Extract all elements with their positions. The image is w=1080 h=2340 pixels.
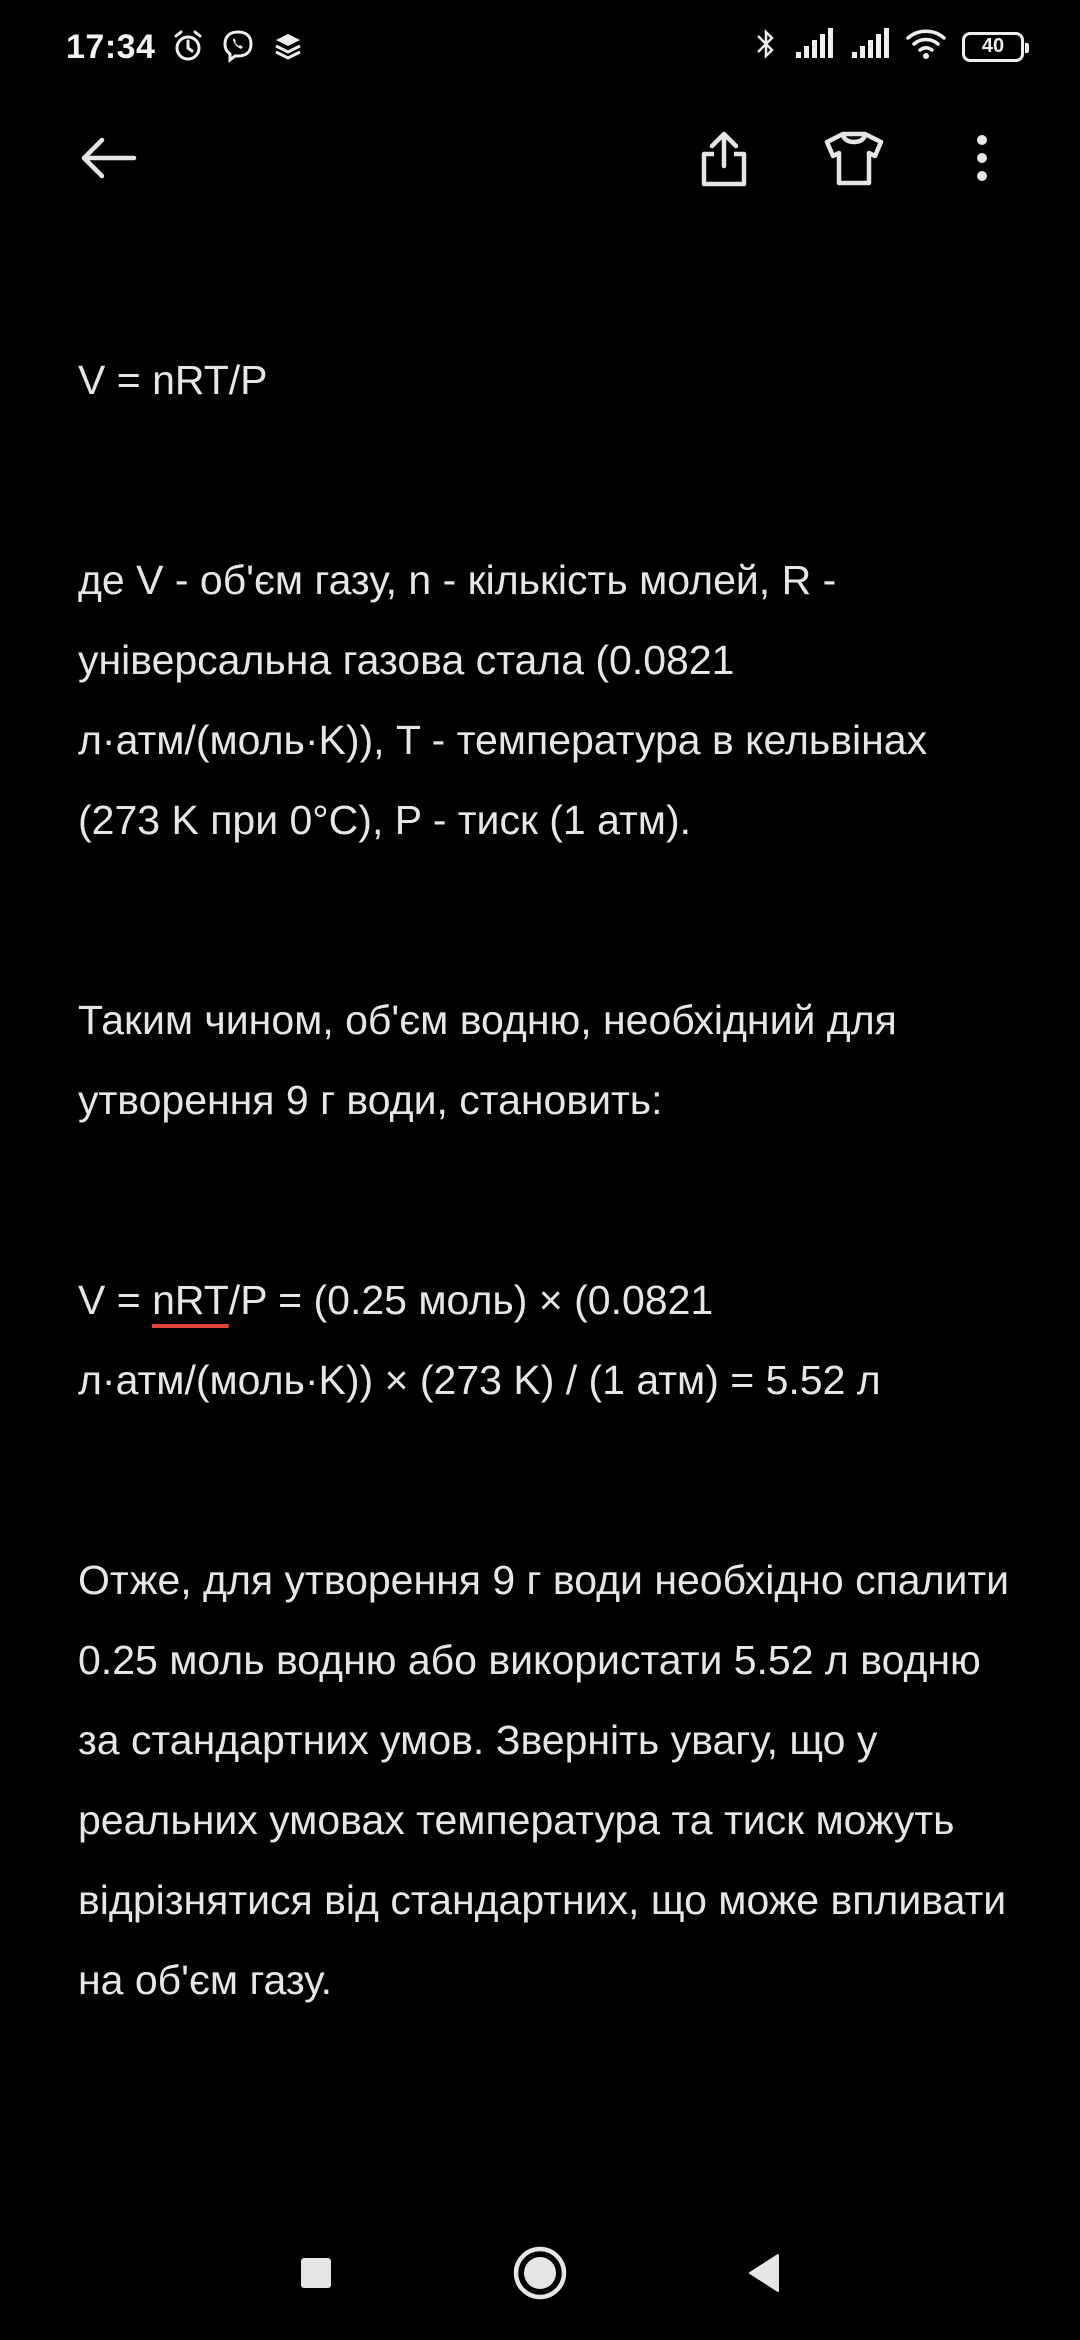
calc-rest: /P = (0.25 моль) × (0.0821 л·атм/(моль·K)) × (273 K) / (1 атм) = 5.52 л — [78, 1277, 881, 1403]
thus-paragraph: Таким чином, об'єм водню, необхідний для утворення 9 г води, становить: — [78, 997, 897, 1123]
recents-button[interactable] — [256, 2220, 376, 2330]
back-button[interactable] — [60, 110, 156, 210]
battery-icon — [962, 32, 1024, 62]
signal-icon — [794, 28, 834, 65]
share-button[interactable] — [676, 110, 772, 210]
calc-prefix: V = — [78, 1277, 153, 1323]
more-vertical-icon — [975, 133, 989, 188]
spellcheck-underlined-text[interactable]: nRT — [152, 1277, 229, 1323]
status-bar — [0, 0, 1080, 96]
status-system-icons — [754, 26, 1024, 67]
alarm-icon — [170, 28, 206, 69]
calculation-paragraph — [78, 1260, 1018, 1420]
home-button[interactable] — [480, 2220, 600, 2330]
wifi-icon — [906, 28, 946, 65]
definition-paragraph: де V - об'єм газу, n - кількість молей, R - універсальна газова стала (0.0821 л·атм/(моль·K)), T - температура в кельвінах (273 K при 0°C), P - тиск (1 атм). — [78, 557, 928, 843]
layers-icon — [270, 28, 306, 69]
theme-button[interactable] — [806, 110, 902, 210]
conclusion-paragraph: Отже, для утворення 9 г води необхідно спалити 0.25 моль водню або використати 5.52 л водню за стандартних умов. Зверніть увагу, що у реальних умовах температура та тиск можуть відрізнятися від стандартних, що може впливати на об'єм газу. — [78, 1557, 1010, 2003]
back-arrow-icon — [76, 133, 140, 188]
navigation-bar — [0, 2220, 1080, 2340]
home-circle-icon — [512, 2245, 568, 2306]
battery-level: 40 — [981, 35, 1005, 57]
toolbar — [0, 110, 1080, 210]
theme-shirt-icon — [823, 130, 885, 191]
back-triangle-icon — [746, 2253, 782, 2298]
viber-icon — [220, 28, 256, 69]
recents-square-icon — [299, 2256, 333, 2295]
bluetooth-icon — [754, 26, 778, 67]
more-options-button[interactable] — [934, 110, 1030, 210]
back-nav-button[interactable] — [704, 2220, 824, 2330]
status-time: 17:34 — [66, 28, 156, 66]
status-notification-icons — [170, 28, 306, 69]
formula-line: V = nRT/P — [78, 357, 268, 403]
signal-icon — [850, 28, 890, 65]
share-icon — [698, 128, 750, 193]
